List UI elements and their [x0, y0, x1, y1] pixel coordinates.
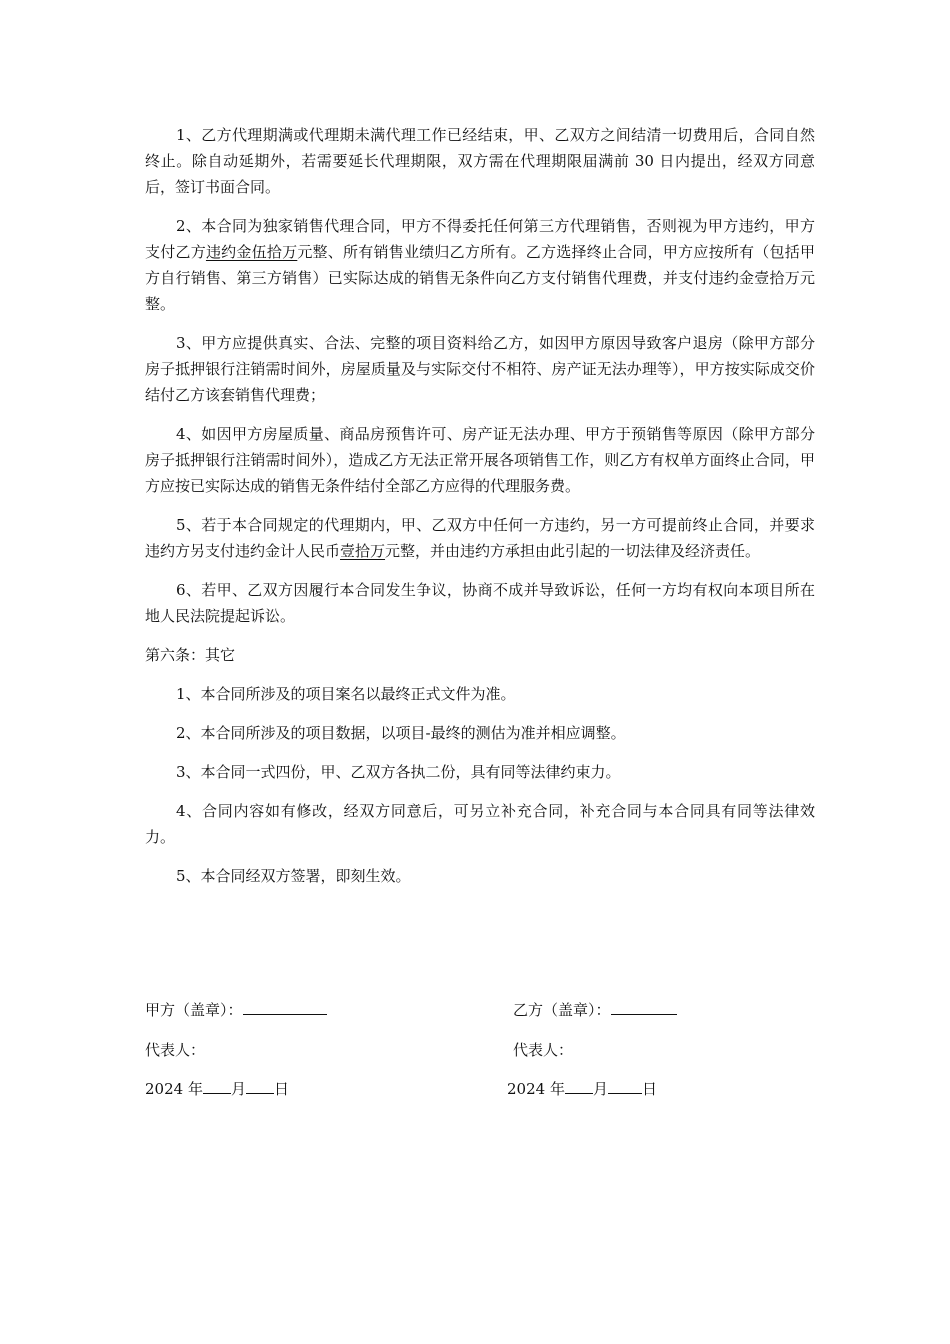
- breach-clauses: [145, 122, 815, 629]
- party-b-month-unit: 月: [592, 1080, 608, 1098]
- clause-4: [145, 421, 815, 499]
- party-a-representative: 代表人：: [145, 1041, 206, 1059]
- party-a-year: 2024: [145, 1080, 184, 1098]
- article-6-item-3: 3、本合同一式四份，甲、乙双方各执二份，具有同等法律约束力。: [176, 763, 621, 781]
- party-b-year-unit: 年: [549, 1080, 565, 1098]
- clause-text: 5、若于本合同规定的代理期内，甲、乙双方中任何一方违约，另一方可提前终止合同，并要求违约方另支付违约金计人民币: [145, 516, 815, 560]
- party-a-date-line: [145, 1077, 289, 1101]
- party-b-seal-blank: [611, 998, 677, 1015]
- party-a-month-blank: [203, 1077, 231, 1094]
- party-a-day-unit: 日: [274, 1080, 290, 1098]
- party-b-month-blank: [565, 1077, 593, 1094]
- article-6-items: [145, 681, 815, 889]
- article-6-item-2: 2、本合同所涉及的项目数据，以项目-最终的测估为准并相应调整。: [176, 724, 626, 742]
- clause-1: [145, 122, 815, 200]
- party-a-day-blank: [246, 1077, 274, 1094]
- clause-2: [145, 213, 815, 317]
- party-b-year: 2024: [507, 1080, 546, 1098]
- article-6-item-5: 5、本合同经双方签署，即刻生效。: [176, 867, 411, 885]
- party-a-seal-label: 甲方（盖章）：: [145, 1001, 243, 1019]
- party-b-day-blank: [608, 1077, 642, 1094]
- underlined-amount: 违约金伍拾万: [205, 243, 298, 261]
- clause-5: [145, 512, 815, 564]
- article-6-heading: 第六条：其它: [145, 646, 236, 664]
- clause-text: 6、若甲、乙双方因履行本合同发生争议，协商不成并导致诉讼，任何一方均有权向本项目所在地人民法院提起诉讼。: [145, 581, 815, 625]
- clause-text: 3、甲方应提供真实、合法、完整的项目资料给乙方，如因甲方原因导致客户退房（除甲方部分房子抵押银行注销需时间外，房屋质量及与实际交付不相符、房产证无法办理等），甲方按实际成交价结付乙方该套销售代理费；: [145, 334, 815, 404]
- contract-body: [145, 122, 815, 902]
- party-a-month-unit: 月: [230, 1080, 246, 1098]
- underlined-amount: 壹拾万: [340, 542, 386, 560]
- clause-text: 1、乙方代理期满或代理期未满代理工作已经结束，甲、乙双方之间结清一切费用后，合同自然终止。除自动延期外，若需要延长代理期限，双方需在代理期限届满前 30 日内提出，经双方同意后，签订书面合同。: [145, 126, 815, 196]
- party-b-seal-line: [513, 998, 677, 1022]
- clause-3: [145, 330, 815, 408]
- clause-6: [145, 577, 815, 629]
- party-a-year-unit: 年: [187, 1080, 203, 1098]
- clause-text: 2、本合同为独家销售代理合同，甲方不得委托任何第三方代理销售，否则视为甲方违约，甲方支付乙方: [145, 217, 815, 261]
- party-b-day-unit: 日: [642, 1080, 658, 1098]
- clause-text: 4、如因甲方房屋质量、商品房预售许可、房产证无法办理、甲方于预销售等原因（除甲方部分房子抵押银行注销需时间外），造成乙方无法正常开展各项销售工作，则乙方有权单方面终止合同，甲方应按已实际达成的销售无条件结付全部乙方应得的代理服务费。: [145, 425, 815, 495]
- clause-text: 元整、所有销售业绩归乙方所有。乙方选择终止合同，甲方应按所有（包括甲方自行销售、第三方销售）已实际达成的销售无条件向乙方支付销售代理费，并支付违约金壹拾万元整。: [145, 243, 815, 313]
- party-a-seal-line: [145, 998, 327, 1022]
- party-a-seal-blank: [243, 998, 327, 1015]
- party-b-seal-label: 乙方（盖章）：: [513, 1001, 611, 1019]
- article-6-item-1: 1、本合同所涉及的项目案名以最终正式文件为准。: [176, 685, 516, 703]
- article-6-item-4: 4、合同内容如有修改，经双方同意后，可另立补充合同，补充合同与本合同具有同等法律效力。: [145, 802, 815, 846]
- party-b-representative: 代表人：: [513, 1041, 574, 1059]
- clause-text: 元整，并由违约方承担由此引起的一切法律及经济责任。: [385, 542, 761, 560]
- party-b-date-line: [507, 1077, 657, 1101]
